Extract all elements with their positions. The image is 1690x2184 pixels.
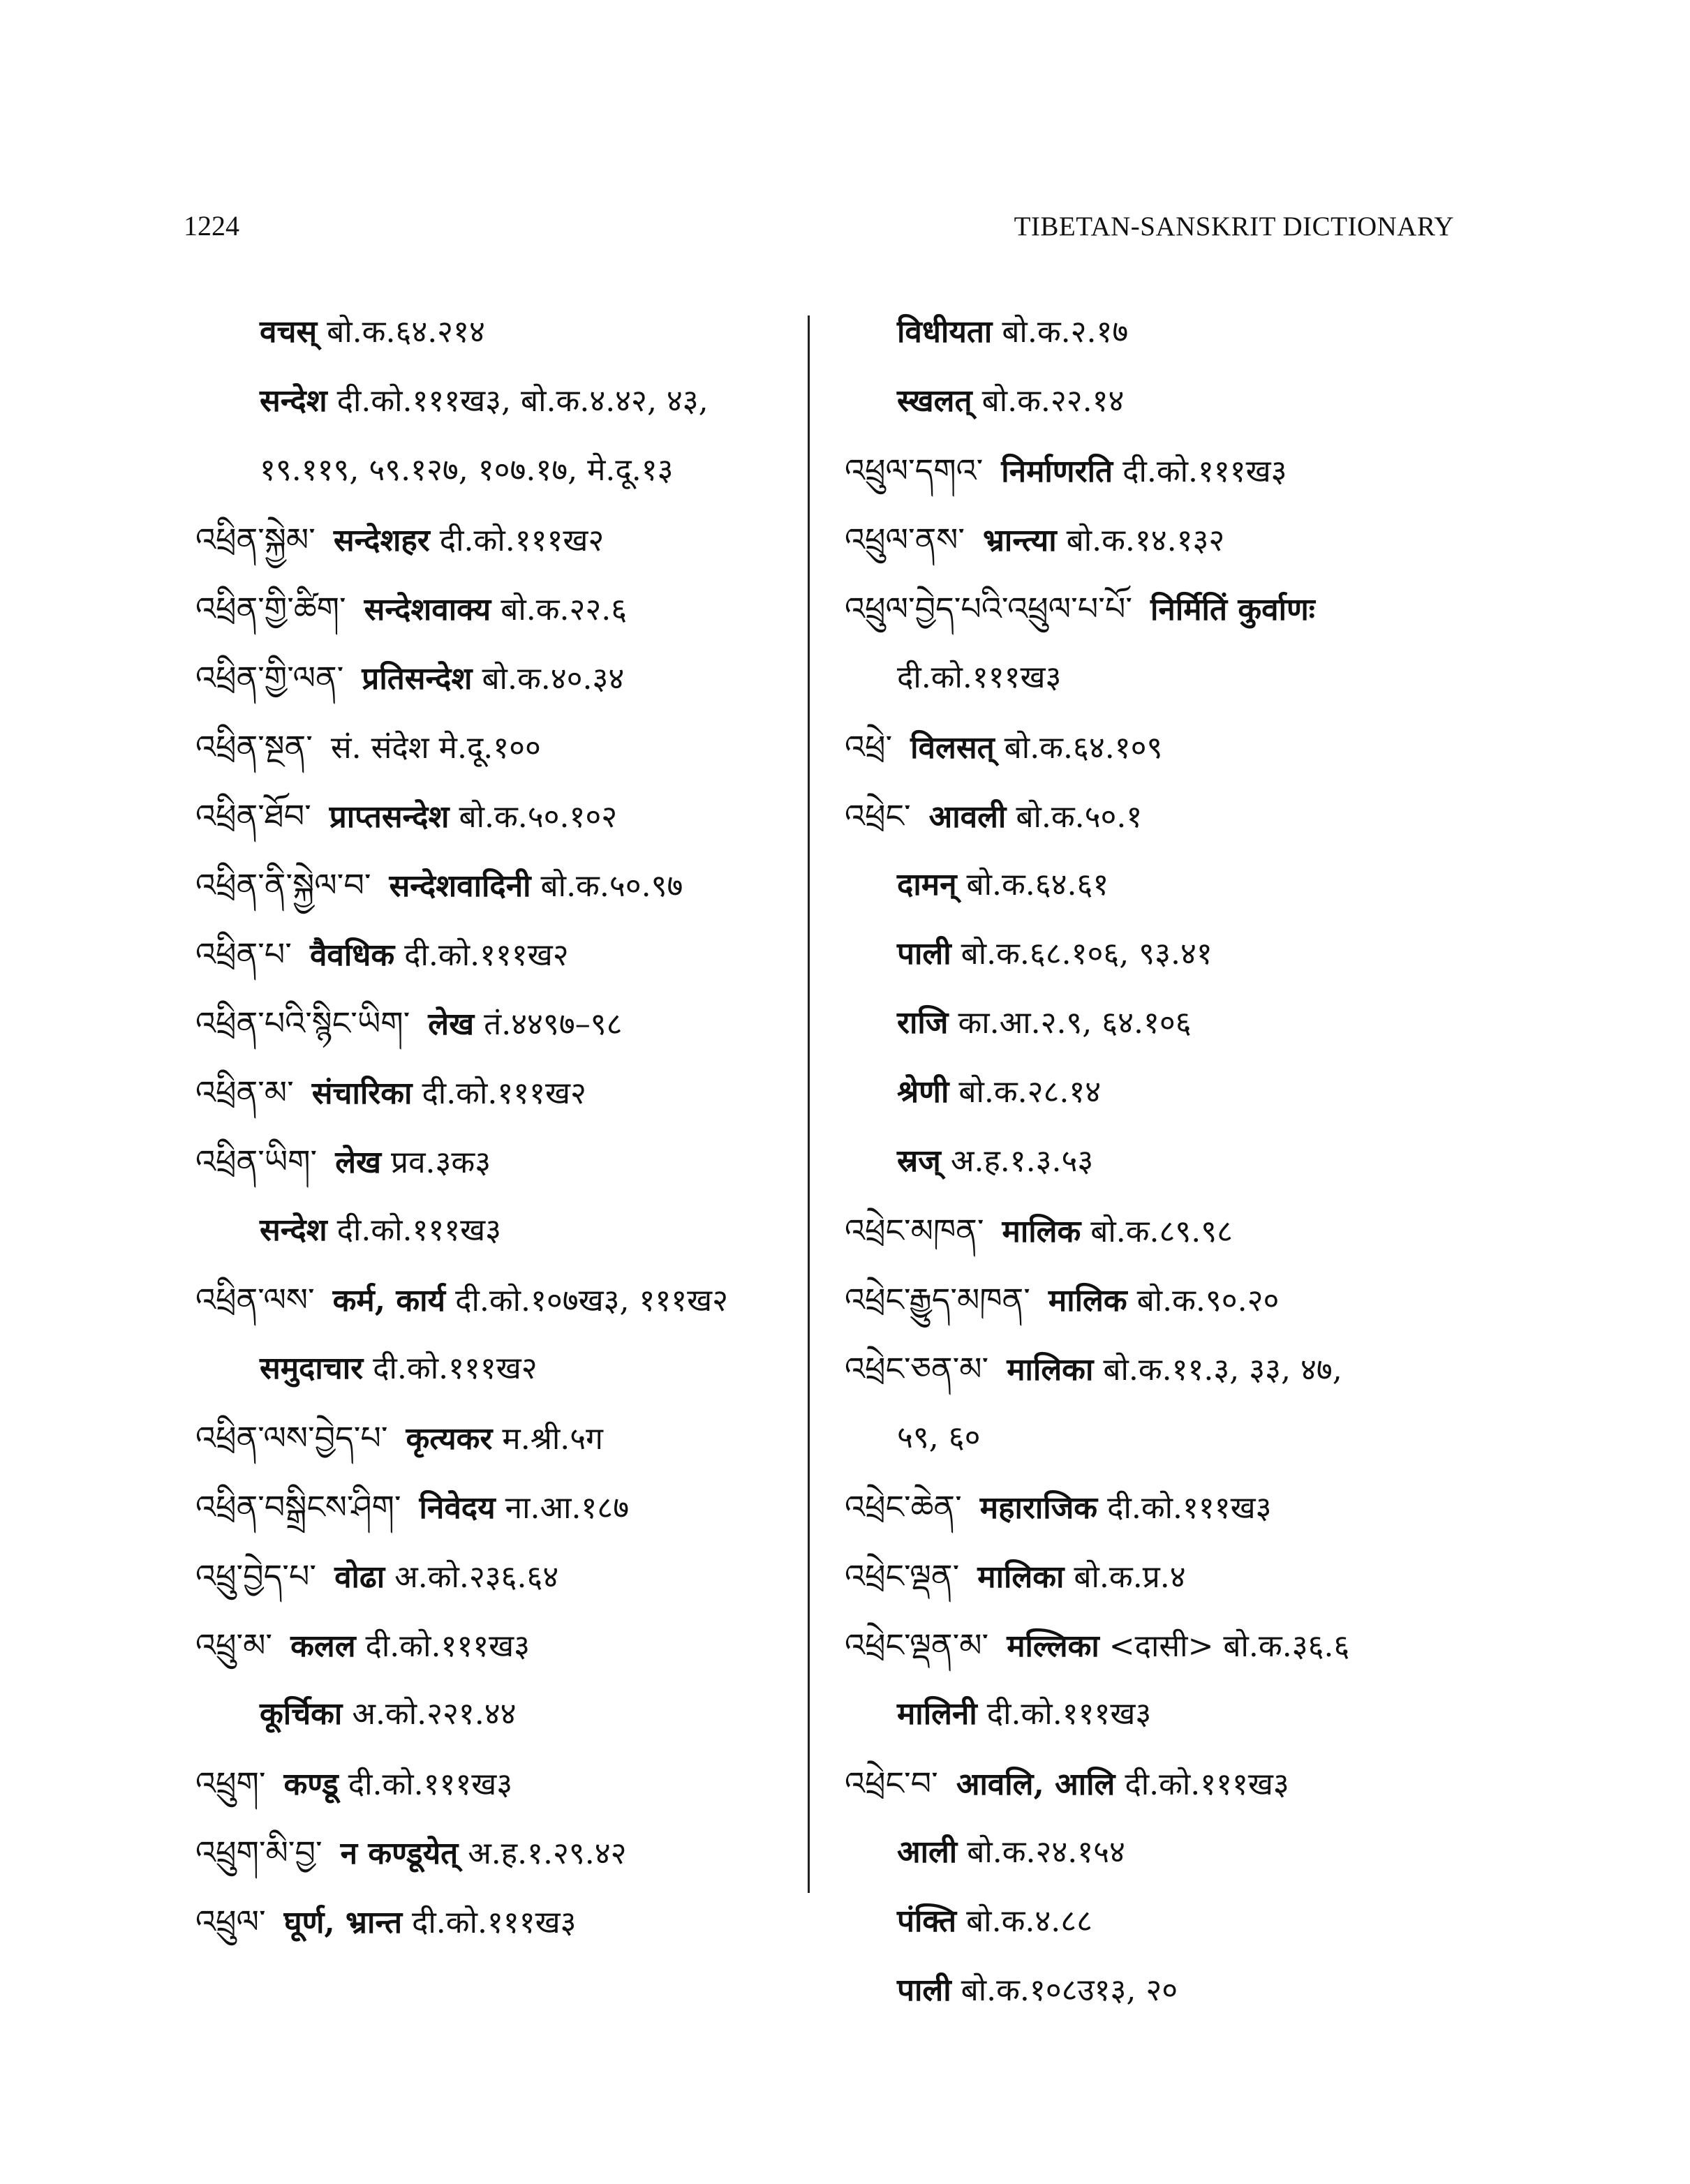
- dictionary-entry: [845, 450, 1287, 491]
- dictionary-entry: [845, 519, 1224, 560]
- dictionary-entry: [845, 1348, 1342, 1390]
- source-reference: दी.को.१११ख३: [365, 1628, 530, 1664]
- sanskrit-equivalent: महाराजिक: [979, 1490, 1098, 1526]
- sanskrit-equivalent: कण्डू: [283, 1767, 339, 1802]
- dictionary-entry: [195, 1486, 629, 1528]
- tibetan-headword: འཕྲེ་: [845, 728, 893, 766]
- sanskrit-equivalent: निवेदय: [419, 1490, 496, 1526]
- sanskrit-equivalent: वोढा: [334, 1559, 385, 1595]
- sanskrit-equivalent: सन्देशवाक्य: [364, 592, 491, 627]
- source-reference: बो.क.९०.२०: [1136, 1283, 1280, 1318]
- source-reference: ५९, ६०: [897, 1420, 981, 1455]
- sanskrit-equivalent: लेख: [428, 1006, 475, 1042]
- source-reference: प्रव.३क३: [391, 1145, 491, 1180]
- tibetan-headword: འཕྲིན་སྐྱེམ་: [195, 521, 316, 558]
- dictionary-entry: [845, 726, 1162, 768]
- source-reference: बो.क.६४.२१४: [327, 314, 485, 350]
- source-reference: बो.क.२२.१४: [981, 383, 1125, 419]
- tibetan-headword: འཕྲུག་མི་བྱ་: [195, 1834, 323, 1871]
- column-divider: [808, 315, 810, 1893]
- dictionary-entry: [845, 588, 1315, 630]
- sanskrit-equivalent: राजि: [897, 1005, 949, 1041]
- dictionary-entry: [195, 1901, 576, 1942]
- dictionary-entry: [195, 726, 541, 768]
- tibetan-headword: འཕྲིན་ཐོབ་: [195, 797, 311, 835]
- sanskrit-equivalent: समुदाचार: [260, 1351, 364, 1386]
- tibetan-headword: འཕྲེང་མཁན་: [845, 1212, 984, 1249]
- dictionary-entry: [195, 1555, 558, 1597]
- sanskrit-equivalent: सन्देश: [260, 383, 327, 419]
- sanskrit-equivalent: आली: [897, 1834, 958, 1870]
- tibetan-headword: འཕྲེང་ཆེན་: [845, 1488, 962, 1526]
- sanskrit-equivalent: निर्माणरति: [1001, 454, 1113, 489]
- tibetan-headword: འཕྲུ་མ་: [195, 1626, 273, 1664]
- sanskrit-equivalent: कृत्यकर: [406, 1421, 493, 1457]
- sanskrit-equivalent: वैवधिक: [309, 937, 395, 973]
- dictionary-entry: [195, 588, 627, 630]
- dictionary-entry: [195, 1279, 728, 1321]
- sanskrit-equivalent: संचारिका: [311, 1076, 413, 1111]
- sanskrit-equivalent: आवली: [928, 799, 1007, 835]
- tibetan-headword: འཕྲེང་: [845, 797, 911, 835]
- sanskrit-equivalent: स्खलत्: [897, 383, 972, 419]
- dictionary-entry: [897, 864, 1109, 906]
- source-reference: सं. संदेश मे.दू.१००: [330, 730, 541, 766]
- tibetan-headword: འཕྲིན་བསྒྲིངས་ཤིག་: [195, 1488, 401, 1526]
- dictionary-entry: [897, 311, 1128, 353]
- source-reference: दी.को.१११ख३: [1125, 1767, 1289, 1802]
- dictionary-entry: [897, 1693, 1151, 1735]
- dictionary-entry: [845, 1210, 1233, 1251]
- source-reference: बो.क.६८.१०६, ९३.४१: [961, 936, 1213, 972]
- sanskrit-equivalent: प्राप्तसन्देश: [329, 799, 450, 835]
- tibetan-headword: འཕྲིན་ཡིག་: [195, 1143, 318, 1180]
- dictionary-entry: [195, 1832, 627, 1873]
- sanskrit-equivalent: मालिनी: [897, 1696, 977, 1732]
- dictionary-entry: [845, 795, 1142, 837]
- dictionary-entry: [260, 1348, 538, 1390]
- dictionary-entry: [260, 311, 485, 353]
- dictionary-entry: [897, 1970, 1178, 2012]
- dictionary-entry: [195, 795, 617, 837]
- source-reference: अ.ह.१.२९.४२: [468, 1836, 627, 1871]
- dictionary-entry: [260, 1210, 501, 1251]
- sanskrit-equivalent: मल्लिका: [1007, 1628, 1099, 1664]
- source-reference: दी.को.१११ख३: [1107, 1490, 1272, 1526]
- sanskrit-equivalent: आवलि, आलि: [956, 1767, 1115, 1802]
- source-reference: दी.को.१११ख२: [404, 937, 569, 973]
- source-reference: दी.को.१११ख३: [412, 1905, 577, 1940]
- tibetan-headword: འཕྲིན་གྱི་ཚིག་: [195, 590, 346, 627]
- source-reference: म.श्री.५ग: [502, 1421, 603, 1457]
- sanskrit-equivalent: मालिका: [1007, 1352, 1094, 1388]
- tibetan-headword: འཕྲུ་བྱེད་པ་: [195, 1557, 317, 1595]
- tibetan-headword: འཕྲིན་ལས་བྱེད་པ་: [195, 1419, 388, 1457]
- source-reference: बो.क.२८.१४: [958, 1074, 1102, 1110]
- tibetan-headword: འཕྲེང་ཅན་མ་: [845, 1350, 989, 1388]
- dictionary-entry: [897, 1832, 1125, 1873]
- source-reference: का.आ.२.९, ६४.१०६: [958, 1005, 1192, 1041]
- dictionary-entry: [195, 1417, 603, 1459]
- source-reference: दी.को.१११ख३: [986, 1696, 1152, 1732]
- source-reference: दी.को.१११ख३: [336, 1212, 502, 1248]
- dictionary-entry: [897, 1901, 1092, 1942]
- tibetan-headword: འཕྲུལ་དགའ་: [845, 452, 984, 489]
- sanskrit-equivalent: मालिक: [1048, 1283, 1127, 1318]
- sanskrit-equivalent: कलल: [290, 1628, 356, 1664]
- sanskrit-equivalent: विधीयता: [897, 314, 993, 350]
- dictionary-entry: [845, 1762, 1289, 1804]
- sanskrit-equivalent: मालिका: [977, 1559, 1065, 1595]
- dictionary-entry: [195, 933, 569, 975]
- tibetan-headword: འཕྲུལ་: [195, 1903, 266, 1940]
- dictionary-entry: [260, 450, 674, 491]
- dictionary-entry: [897, 657, 1061, 699]
- sanskrit-equivalent: कर्म, कार्य: [332, 1283, 446, 1318]
- source-reference: अ.को.२२१.४४: [352, 1696, 517, 1732]
- sanskrit-equivalent: भ्रान्त्या: [983, 523, 1057, 558]
- source-reference: दी.को.१११ख३: [348, 1767, 513, 1802]
- source-reference: दी.को.१११ख२: [422, 1076, 586, 1111]
- sanskrit-equivalent: प्रतिसन्देश: [362, 661, 473, 697]
- dictionary-entry: [897, 1002, 1192, 1044]
- source-reference: दी.को.१११ख३, बो.क.४.४२, ४३,: [336, 383, 709, 419]
- dictionary-entry: [897, 933, 1213, 975]
- dictionary-entry: [195, 1071, 586, 1113]
- source-reference: १९.११९, ५९.१२७, १०७.१७, मे.दू.१३: [260, 452, 674, 488]
- source-reference: दी.को.१०७ख३, १११ख२: [455, 1283, 728, 1318]
- source-reference: दी.को.१११ख३: [1122, 454, 1287, 489]
- sanskrit-equivalent: घूर्ण, भ्रान्त: [283, 1905, 403, 1940]
- source-reference: दी.को.१११ख२: [373, 1351, 538, 1386]
- sanskrit-equivalent: सन्देशहर: [333, 523, 430, 558]
- page-number: 1224: [184, 210, 239, 242]
- tibetan-headword: འཕྲུག་: [195, 1765, 266, 1802]
- tibetan-headword: འཕྲེང་རྒྱུད་མཁན་: [845, 1281, 1030, 1318]
- source-reference: बो.क.प्र.४: [1074, 1559, 1186, 1595]
- dictionary-entry: [195, 519, 604, 560]
- source-reference: बो.क.८९.९८: [1090, 1214, 1233, 1249]
- sanskrit-equivalent: पाली: [897, 1973, 951, 2008]
- dictionary-entry: [260, 1693, 517, 1735]
- source-reference: बो.क.६४.१०९: [1004, 730, 1163, 766]
- tibetan-headword: འཕྲིན་སྔན་: [195, 728, 313, 766]
- tibetan-headword: འཕྲིན་ལས་: [195, 1281, 315, 1318]
- dictionary-entry: [195, 657, 624, 699]
- tibetan-headword: འཕྲིན་གྱི་ལན་: [195, 659, 344, 697]
- sanskrit-equivalent: दामन्: [897, 867, 957, 902]
- tibetan-headword: འཕྲིན་མ་: [195, 1074, 294, 1111]
- dictionary-entry: [897, 1141, 1093, 1182]
- source-reference: <दासी> बो.क.३६.६: [1109, 1628, 1350, 1664]
- source-reference: बो.क.६४.६१: [966, 867, 1109, 902]
- sanskrit-equivalent: निर्मितिं कुर्वाणः: [1150, 592, 1315, 627]
- dictionary-entry: [195, 1141, 491, 1182]
- dictionary-entry: [845, 1486, 1272, 1528]
- dictionary-entry: [195, 1762, 512, 1804]
- tibetan-headword: འཕྲུལ་ནས་: [845, 521, 965, 558]
- dictionary-entry: [897, 1417, 981, 1459]
- source-reference: दी.को.१११ख३: [897, 660, 1062, 695]
- source-reference: बो.क.१४.१३२: [1066, 523, 1225, 558]
- sanskrit-equivalent: वचस्: [260, 314, 318, 350]
- dictionary-entry: [845, 1624, 1349, 1666]
- page-title: TIBETAN-SANSKRIT DICTIONARY: [1014, 211, 1454, 242]
- sanskrit-equivalent: विलसत्: [910, 730, 995, 766]
- source-reference: अ.को.२३६.६४: [394, 1559, 559, 1595]
- sanskrit-equivalent: श्रेणी: [897, 1074, 949, 1110]
- dictionary-entry: [897, 1071, 1101, 1113]
- tibetan-headword: འཕྲེང་བ་: [845, 1765, 938, 1802]
- source-reference: बो.क.४.८८: [966, 1903, 1092, 1939]
- source-reference: बो.क.४०.३४: [482, 661, 625, 697]
- tibetan-headword: འཕྲུལ་བྱེད་པའི་འཕྲུལ་པ་པོ་: [845, 590, 1133, 627]
- sanskrit-equivalent: सन्देश: [260, 1212, 327, 1248]
- sanskrit-equivalent: पाली: [897, 936, 951, 972]
- sanskrit-equivalent: मालिक: [1002, 1214, 1081, 1249]
- dictionary-entry: [195, 864, 683, 906]
- sanskrit-equivalent: लेख: [335, 1145, 382, 1180]
- dictionary-entry: [195, 1002, 622, 1044]
- source-reference: बो.क.१०८उ१३, २०: [961, 1973, 1178, 2008]
- sanskrit-equivalent: न कण्डूयेत्: [340, 1836, 459, 1871]
- tibetan-headword: འཕྲེང་ལྡན་མ་: [845, 1626, 989, 1664]
- tibetan-headword: འཕྲིན་ནི་སྐྱེལ་བ་: [195, 866, 371, 904]
- source-reference: बो.क.२.१७: [1002, 314, 1129, 350]
- source-reference: दी.को.१११ख२: [439, 523, 605, 558]
- source-reference: अ.ह.१.३.५३: [950, 1143, 1094, 1179]
- dictionary-entry: [897, 380, 1124, 422]
- dictionary-entry: [845, 1555, 1186, 1597]
- sanskrit-equivalent: स्रज्: [897, 1143, 941, 1179]
- dictionary-entry: [845, 1279, 1279, 1321]
- source-reference: बो.क.२२.६: [501, 592, 628, 627]
- sanskrit-equivalent: कूर्चिका: [260, 1696, 343, 1732]
- dictionary-entry: [260, 380, 709, 422]
- source-reference: बो.क.११.३, ३३, ४७,: [1103, 1352, 1342, 1388]
- source-reference: ना.आ.१८७: [505, 1490, 630, 1526]
- sanskrit-equivalent: पंक्ति: [897, 1903, 957, 1939]
- dictionary-entry: [195, 1624, 530, 1666]
- source-reference: बो.क.५०.१: [1016, 799, 1143, 835]
- sanskrit-equivalent: सन्देशवादिनी: [389, 868, 531, 904]
- source-reference: बो.क.२४.१५४: [967, 1834, 1125, 1870]
- tibetan-headword: འཕྲིན་པ་: [195, 935, 292, 973]
- source-reference: बो.क.५०.१०२: [459, 799, 618, 835]
- source-reference: बो.क.५०.९७: [540, 868, 683, 904]
- tibetan-headword: འཕྲིན་པའི་སྙིང་ཡིག་: [195, 1004, 410, 1042]
- tibetan-headword: འཕྲེང་ལྡན་: [845, 1557, 960, 1595]
- source-reference: तं.४४९७–९८: [484, 1006, 623, 1042]
